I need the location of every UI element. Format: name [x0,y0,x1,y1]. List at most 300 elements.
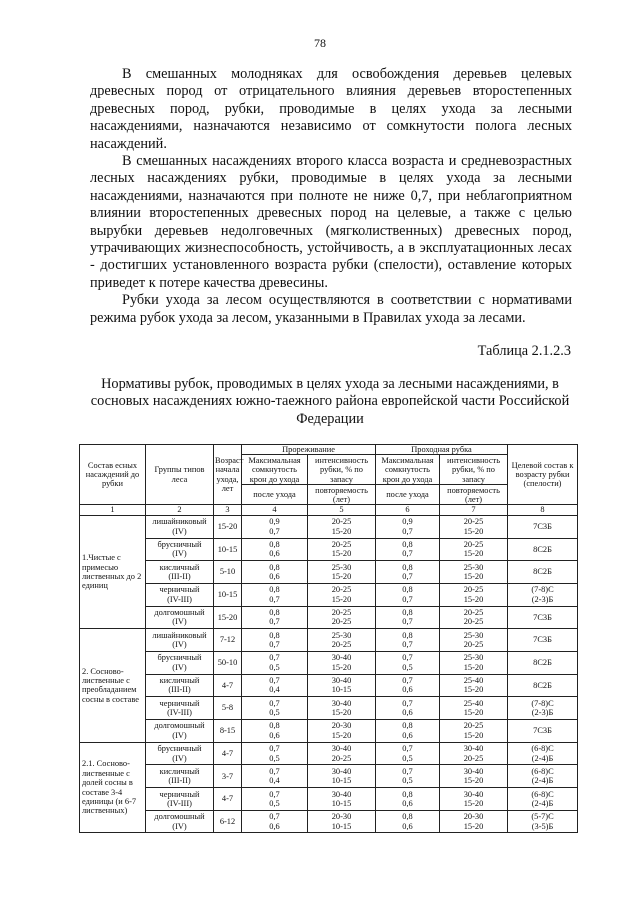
target-composition-cell-value: (5-7)С [531,812,554,822]
thinning-intensity-cell-value: 30-40 [331,653,352,663]
header-target: Целевой состав к возрасту рубки (спелости) [508,445,578,505]
column-number: 7 [440,505,508,515]
target-composition-cell [508,720,578,743]
thinning-density-cell-value: 0,7 [269,766,280,776]
target-composition-cell-value: 7С3Б [533,521,552,531]
thinning-density-cell [242,538,308,561]
age-cell: 10-15 [214,583,242,606]
thinning-density-cell-value: 0,7 [269,698,280,708]
table-row [80,629,578,652]
target-composition-cell [508,606,578,629]
forest-type-cell-value: долгомошный [154,608,205,617]
header-thinning-after: после ухода [242,485,308,505]
age-cell: 5-10 [214,561,242,584]
passage-intensity-cell [440,583,508,606]
thinning-intensity-cell [308,651,376,674]
thinning-intensity-cell-value: 30-40 [331,676,352,686]
passage-intensity-cell [440,720,508,743]
passage-density-cell-value: 0,7 [402,744,413,754]
target-composition-cell-value: 7С3Б [533,635,552,645]
forest-type-cell-value: (IV) [172,640,187,650]
header-passage-density: Максимальная сомкнутость крон до ухода [376,455,440,485]
table-row [80,720,578,743]
forest-type-cell-value: (IV) [172,617,187,627]
thinning-intensity-cell [308,674,376,697]
passage-density-cell-value: 0,7 [402,572,413,582]
target-composition-cell [508,674,578,697]
passage-intensity-cell-value: 25-30 [463,630,484,640]
thinning-intensity-cell [308,583,376,606]
table-row [80,515,578,538]
passage-intensity-cell-value: 15-20 [463,526,484,536]
forest-type-cell-value: долгомошный [154,721,205,731]
column-number: 8 [508,505,578,515]
table-title: Нормативы рубок, проводимых в целях ухода за лесными насаждениями, в сосновых насаждениях южно-таежного района европейской части Российской Федерации [90,376,570,427]
age-cell: 10-15 [214,538,242,561]
target-composition-cell-value: (6-8)С [531,766,554,776]
passage-intensity-cell-value: 15-20 [463,776,484,786]
forest-type-cell [146,742,214,765]
thinning-intensity-cell-value: 15-20 [331,526,352,536]
passage-density-cell [376,788,440,811]
target-composition-cell [508,697,578,720]
thinning-intensity-cell-value: 25-30 [331,562,352,572]
target-composition-cell-value: 8С2Б [533,680,552,690]
passage-intensity-cell-value: 20-25 [463,539,484,549]
passage-density-cell-value: 0,8 [402,608,413,617]
forest-type-cell [146,697,214,720]
column-number: 3 [214,505,242,515]
passage-density-cell-value: 0,6 [402,821,413,831]
table-row [80,561,578,584]
target-composition-cell [508,742,578,765]
passage-density-cell [376,651,440,674]
passage-intensity-cell-value: 20-25 [463,585,484,595]
passage-density-cell-value: 0,7 [402,617,413,627]
column-number: 5 [308,505,376,515]
thinning-intensity-cell [308,742,376,765]
column-numbers-row [80,505,578,515]
passage-density-cell-value: 0,8 [402,812,413,822]
passage-density-cell-value: 0,7 [402,640,413,650]
thinning-intensity-cell-value: 15-20 [331,730,352,740]
thinning-density-cell-value: 0,8 [269,585,280,595]
passage-intensity-cell-value: 25-40 [463,698,484,708]
thinning-density-cell [242,651,308,674]
thinning-density-cell [242,765,308,788]
forest-type-cell-value: брусничный [157,653,202,663]
thinning-density-cell-value: 0,5 [269,753,280,763]
thinning-intensity-cell-value: 10-15 [331,798,352,808]
thinning-density-cell-value: 0,7 [269,676,280,686]
table-row [80,674,578,697]
passage-density-cell-value: 0,5 [402,776,413,786]
forest-type-cell-value: кисличный [159,562,200,572]
passage-intensity-cell-value: 15-20 [463,798,484,808]
thinning-density-cell-value: 0,5 [269,708,280,718]
thinning-density-cell-value: 0,8 [269,630,280,640]
target-composition-cell [508,788,578,811]
thinning-intensity-cell [308,515,376,538]
target-composition-cell-value: (6-8)С [531,789,554,799]
thinning-density-cell [242,788,308,811]
age-cell: 6-12 [214,810,242,833]
forest-type-cell [146,606,214,629]
thinning-intensity-cell-value: 15-20 [331,594,352,604]
forest-type-cell-value: (IV-III) [167,708,192,718]
thinning-density-cell [242,606,308,629]
header-passage-repeat: повторяемость (лет) [440,485,508,505]
passage-density-cell-value: 0,8 [402,721,413,731]
forest-type-cell [146,538,214,561]
thinning-density-cell-value: 0,7 [269,594,280,604]
paragraph: В смешанных насаждениях второго класса возраста и средневозрастных лесных насаждениях рубки, проводимые в целях ухода за лесными насаждениями, назначаются при полноте не ниже 0,7, при неблагоприятном влиянии второстепенных древесных пород на целевые, а также с целью вырубки деревьев недолговечных (мягколиственных) древесных пород, утрачивающих жизнеспособность, устойчивость, а в эксплуатационных лесах - достигших установленного возраста рубки (спелости), оставление которых приведет к потере качества древесины. [90,153,572,291]
thinning-density-cell-value: 0,6 [269,821,280,831]
thinning-density-cell-value: 0,6 [269,572,280,582]
target-composition-cell-value: (2-4)Б [531,776,554,786]
header-groups: Группы типов леса [146,445,214,505]
forest-type-cell-value: лишайниковый [152,517,207,527]
thinning-intensity-cell-value: 25-30 [331,630,352,640]
passage-density-cell-value: 0,8 [402,562,413,572]
forest-type-cell-value: (III-II) [168,685,191,695]
target-composition-cell-value: (2-3)Б [531,594,554,604]
passage-intensity-cell [440,538,508,561]
thinning-intensity-cell [308,561,376,584]
table-row [80,742,578,765]
thinning-density-cell-value: 0,9 [269,517,280,527]
target-composition-cell-value: 7С3Б [533,726,552,736]
column-number: 4 [242,505,308,515]
passage-density-cell [376,606,440,629]
thinning-intensity-cell-value: 20-25 [331,539,352,549]
table-row [80,765,578,788]
thinning-intensity-cell-value: 15-20 [331,549,352,559]
header-passage-intensity: интенсивность рубки, % по запасу [440,455,508,485]
table-row [80,583,578,606]
thinning-density-cell-value: 0,7 [269,617,280,627]
target-composition-cell-value: (3-5)Б [531,821,554,831]
forest-type-cell-value: (III-II) [168,776,191,786]
thinning-density-cell [242,742,308,765]
thinning-intensity-cell [308,765,376,788]
header-passage-after: после ухода [376,485,440,505]
thinning-density-cell-value: 0,7 [269,744,280,754]
composition-cell: 2. Сосново-лиственные с преобладанием сосны в составе [80,629,146,742]
forest-type-cell [146,629,214,652]
passage-intensity-cell-value: 20-25 [463,617,484,627]
header-thinning-intensity: интенсивность рубки, % по запасу [308,455,376,485]
passage-intensity-cell-value: 20-25 [463,721,484,731]
passage-density-cell-value: 0,7 [402,594,413,604]
passage-density-cell-value: 0,7 [402,526,413,536]
forest-type-cell-value: (IV) [172,526,187,536]
forest-type-cell [146,765,214,788]
passage-intensity-cell-value: 15-20 [463,572,484,582]
passage-intensity-cell-value: 30-40 [463,744,484,754]
passage-intensity-cell [440,651,508,674]
thinning-intensity-cell [308,538,376,561]
passage-intensity-cell-value: 25-30 [463,562,484,572]
passage-intensity-cell-value: 15-20 [463,730,484,740]
passage-intensity-cell [440,629,508,652]
passage-density-cell [376,720,440,743]
thinning-intensity-cell [308,810,376,833]
passage-intensity-cell-value: 20-25 [463,517,484,527]
target-composition-cell [508,538,578,561]
thinning-intensity-cell [308,697,376,720]
passage-intensity-cell-value: 20-30 [463,812,484,822]
age-cell: 5-8 [214,697,242,720]
thinning-intensity-cell [308,720,376,743]
composition-cell: 2.1. Сосново-лиственные с долей сосны в составе 3-4 единицы (и 6-7 лиственных) [80,742,146,833]
header-thinning-repeat: повторяемость (лет) [308,485,376,505]
passage-intensity-cell-value: 30-40 [463,789,484,799]
thinning-density-cell-value: 0,5 [269,662,280,672]
composition-cell: 1.Чистые с примесью лиственных до 2 единиц [80,515,146,628]
thinning-intensity-cell [308,788,376,811]
passage-intensity-cell-value: 25-40 [463,676,484,686]
forest-type-cell-value: черничный [159,585,200,595]
thinning-intensity-cell-value: 30-40 [331,766,352,776]
forest-type-cell-value: (IV-III) [167,798,192,808]
table-row [80,788,578,811]
target-composition-cell [508,583,578,606]
thinning-density-cell-value: 0,4 [269,776,280,786]
header-thinning: Прореживание [242,445,376,455]
target-composition-cell-value: (7-8)С [531,585,554,595]
table-row [80,651,578,674]
thinning-intensity-cell-value: 20-25 [331,640,352,650]
forest-type-cell-value: (IV) [172,662,187,672]
thinning-intensity-cell-value: 20-30 [331,812,352,822]
passage-density-cell [376,515,440,538]
passage-density-cell [376,765,440,788]
thinning-density-cell [242,810,308,833]
target-composition-cell-value: (7-8)С [531,698,554,708]
thinning-density-cell-value: 0,4 [269,685,280,695]
age-cell: 8-15 [214,720,242,743]
age-cell: 15-20 [214,515,242,538]
passage-density-cell-value: 0,8 [402,539,413,549]
passage-intensity-cell-value: 20-25 [463,608,484,617]
thinning-intensity-cell-value: 20-25 [331,608,352,617]
forest-type-cell-value: кисличный [159,766,200,776]
column-number: 2 [146,505,214,515]
passage-intensity-cell-value: 15-20 [463,708,484,718]
target-composition-cell [508,765,578,788]
passage-intensity-cell-value: 15-20 [463,549,484,559]
passage-intensity-cell [440,561,508,584]
passage-density-cell-value: 0,7 [402,549,413,559]
forest-type-cell-value: (IV) [172,730,187,740]
paragraph: В смешанных молодняках для освобождения деревьев целевых древесных пород от отрицательного влияния деревьев второстепенных древесных пород, рубки, проводимые в целях ухода за лесными насаждениями, назначаются независимо от сомкнутости полога лесных насаждений. [90,66,572,152]
passage-intensity-cell [440,515,508,538]
passage-density-cell [376,674,440,697]
passage-density-cell-value: 0,6 [402,708,413,718]
forest-type-cell [146,561,214,584]
thinning-intensity-cell-value: 30-40 [331,698,352,708]
age-cell: 15-20 [214,606,242,629]
thinning-density-cell-value: 0,7 [269,526,280,536]
age-cell: 3-7 [214,765,242,788]
age-cell: 50-10 [214,651,242,674]
thinning-density-cell [242,697,308,720]
passage-density-cell [376,742,440,765]
passage-density-cell-value: 0,5 [402,662,413,672]
passage-intensity-cell-value: 15-20 [463,821,484,831]
forest-type-cell-value: брусничный [157,539,202,549]
table-label: Таблица 2.1.2.3 [477,343,571,359]
thinning-density-cell-value: 0,8 [269,539,280,549]
forest-type-cell-value: черничный [159,789,200,799]
thinning-density-cell [242,720,308,743]
norms-table [79,444,578,833]
thinning-intensity-cell-value: 10-15 [331,821,352,831]
thinning-intensity-cell-value: 30-40 [331,744,352,754]
thinning-density-cell [242,561,308,584]
passage-intensity-cell [440,697,508,720]
passage-density-cell-value: 0,6 [402,730,413,740]
table-row [80,538,578,561]
passage-density-cell-value: 0,7 [402,676,413,686]
thinning-intensity-cell-value: 20-25 [331,753,352,763]
thinning-intensity-cell-value: 15-20 [331,572,352,582]
thinning-intensity-cell [308,629,376,652]
column-number: 6 [376,505,440,515]
passage-density-cell-value: 0,5 [402,753,413,763]
passage-density-cell-value: 0,7 [402,653,413,663]
forest-type-cell-value: черничный [159,698,200,708]
forest-type-cell-value: кисличный [159,676,200,686]
column-number: 1 [80,505,146,515]
target-composition-cell-value: (2-3)Б [531,708,554,718]
forest-type-cell-value: брусничный [157,744,202,754]
thinning-density-cell-value: 0,6 [269,549,280,559]
thinning-intensity-cell-value: 20-30 [331,721,352,731]
passage-intensity-cell-value: 20-25 [463,640,484,650]
passage-intensity-cell [440,765,508,788]
thinning-intensity-cell [308,606,376,629]
thinning-density-cell [242,674,308,697]
paragraph: Рубки ухода за лесом осуществляются в соответствии с нормативами режима рубок ухода за лесом, указанными в Правилах ухода за лесами. [90,292,572,326]
thinning-density-cell [242,583,308,606]
thinning-intensity-cell-value: 15-20 [331,662,352,672]
passage-density-cell-value: 0,6 [402,798,413,808]
table-row [80,606,578,629]
passage-intensity-cell-value: 15-20 [463,685,484,695]
target-composition-cell [508,515,578,538]
target-composition-cell-value: 7С3Б [533,612,552,622]
thinning-intensity-cell-value: 15-20 [331,708,352,718]
passage-intensity-cell-value: 30-40 [463,766,484,776]
header-composition: Состав есных насаждений до рубки [80,445,146,505]
thinning-intensity-cell-value: 20-25 [331,617,352,627]
passage-intensity-cell-value: 15-20 [463,662,484,672]
passage-density-cell-value: 0,8 [402,585,413,595]
age-cell: 7-12 [214,629,242,652]
target-composition-cell [508,810,578,833]
passage-intensity-cell [440,674,508,697]
target-composition-cell-value: 8С2Б [533,567,552,577]
target-composition-cell-value: (2-4)Б [531,753,554,763]
passage-intensity-cell [440,742,508,765]
thinning-density-cell-value: 0,7 [269,653,280,663]
forest-type-cell-value: (IV) [172,821,187,831]
thinning-density-cell [242,629,308,652]
forest-type-cell-value: (IV) [172,753,187,763]
passage-density-cell [376,583,440,606]
target-composition-cell [508,561,578,584]
forest-type-cell-value: (IV) [172,549,187,559]
header-age: Возраст начала ухода, лет [214,445,242,505]
passage-intensity-cell-value: 15-20 [463,594,484,604]
passage-intensity-cell [440,810,508,833]
passage-density-cell-value: 0,7 [402,698,413,708]
target-composition-cell-value: (6-8)С [531,744,554,754]
forest-type-cell [146,583,214,606]
table-row [80,697,578,720]
target-composition-cell [508,651,578,674]
thinning-density-cell-value: 0,6 [269,730,280,740]
thinning-density-cell-value: 0,8 [269,562,280,572]
passage-density-cell-value: 0,9 [402,517,413,527]
passage-density-cell [376,629,440,652]
passage-density-cell-value: 0,8 [402,789,413,799]
header-passage: Проходная рубка [376,445,508,455]
target-composition-cell-value: 8С2Б [533,658,552,668]
thinning-density-cell-value: 0,8 [269,608,280,617]
target-composition-cell [508,629,578,652]
thinning-density-cell-value: 0,8 [269,721,280,731]
thinning-density-cell-value: 0,7 [269,789,280,799]
target-composition-cell-value: (2-4)Б [531,798,554,808]
passage-intensity-cell-value: 20-25 [463,753,484,763]
target-composition-cell-value: 8С2Б [533,544,552,554]
thinning-intensity-cell-value: 20-25 [331,585,352,595]
forest-type-cell [146,810,214,833]
body-text [90,66,572,327]
forest-type-cell [146,515,214,538]
passage-density-cell-value: 0,6 [402,685,413,695]
thinning-intensity-cell-value: 10-15 [331,776,352,786]
forest-type-cell [146,720,214,743]
forest-type-cell-value: лишайниковый [152,630,207,640]
forest-type-cell-value: (III-II) [168,572,191,582]
forest-type-cell [146,674,214,697]
forest-type-cell [146,788,214,811]
age-cell: 4-7 [214,742,242,765]
passage-density-cell-value: 0,8 [402,630,413,640]
passage-density-cell [376,810,440,833]
thinning-density-cell-value: 0,5 [269,798,280,808]
thinning-intensity-cell-value: 30-40 [331,789,352,799]
passage-intensity-cell [440,788,508,811]
age-cell: 4-7 [214,788,242,811]
passage-intensity-cell [440,606,508,629]
table-row [80,810,578,833]
page-number: 78 [314,36,326,50]
age-cell: 4-7 [214,674,242,697]
thinning-density-cell-value: 0,7 [269,640,280,650]
forest-type-cell-value: долгомошный [154,812,205,822]
forest-type-cell-value: (IV-III) [167,594,192,604]
passage-density-cell [376,561,440,584]
thinning-density-cell-value: 0,7 [269,812,280,822]
forest-type-cell [146,651,214,674]
passage-density-cell [376,538,440,561]
thinning-density-cell [242,515,308,538]
